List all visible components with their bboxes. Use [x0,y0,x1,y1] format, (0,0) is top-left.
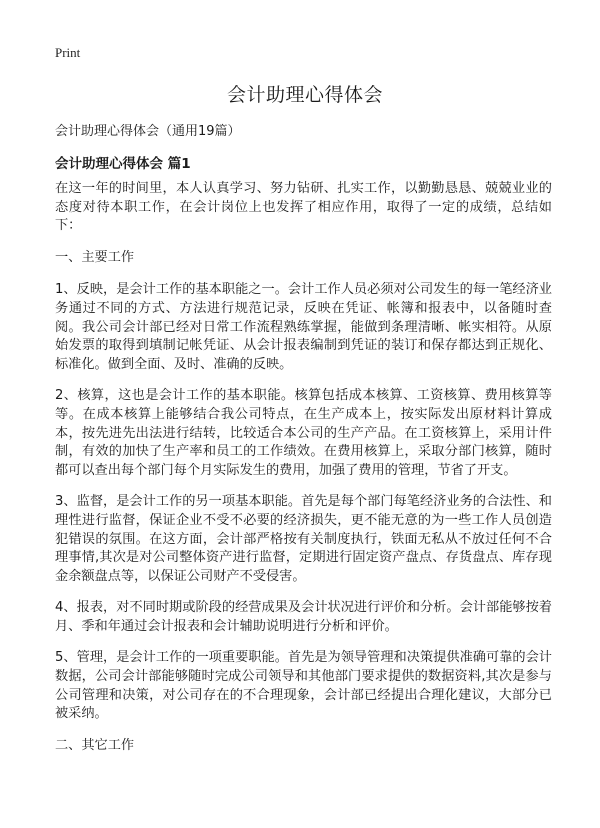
section-title: 会计助理心得体会 篇1 [55,156,191,172]
intro-paragraph: 在这一年的时间里，本人认真学习、努力钻研、扎实工作，以勤勤恳恳、兢兢业业的态度对待本职工作，在会计岗位上也发挥了相应作用，取得了一定的成绩，总结如下： [55,181,552,234]
paragraph-reports: 4、报表，对不同时期或阶段的经营成果及会计状况进行评价和分析。会计部能够按着月、季和年通过会计报表和会计辅助说明进行分析和评价。 [55,600,552,634]
print-link[interactable]: Print [55,45,81,60]
paragraph-manage: 5、管理，是会计工作的一项重要职能。首先是为领导管理和决策提供准确可靠的会计数据，公司会计部能够随时完成公司领导和其他部门要求提供的数据资料,其次是参与公司管理和决策，对公司存在的不合理现象，会计部已经提出合理化建议，大部分已被采纳。 [55,650,552,722]
page-title: 会计助理心得体会 [226,84,383,106]
heading-other-work: 二、其它工作 [55,737,135,753]
document-subtitle: 会计助理心得体会（通用19篇） [55,124,241,139]
paragraph-accounting: 2、核算，这也是会计工作的基本职能。核算包括成本核算、工资核算、费用核算等等。在成本核算上能够结合我公司特点，在生产成本上，按实际发出原材料计算成本，按先进先出法进行结转，比较适合本公司的生产产品。在工资核算上，采用计件制，有效的加快了生产率和员工的工作绩效。在费用核算上，采取分部门核算，随时都可以查出每个部门每个月实际发生的费用，加强了费用的管理，节省了开支。 [55,388,552,478]
document-body [55,180,552,769]
paragraph-supervise: 3、监督，是会计工作的另一项基本职能。首先是每个部门每笔经济业务的合法性、和理性进行监督，保证企业不受不必要的经济损失，更不能无意的为一些工作人员创造犯错误的氛围。在这方面，会计部严格按有关制度执行，铁面无私从不放过任何不合理事情,其次是对公司整体资产进行监督，定期进行固定资产盘点、存货盘点、库存现金余额盘点等，以保证公司财产不受侵害。 [55,494,552,584]
paragraph-reflect: 1、反映，是会计工作的基本职能之一。会计工作人员必须对公司发生的每一笔经济业务通过不同的方式、方法进行规范记录，反映在凭证、帐簿和报表中，以备随时查阅。我公司会计部已经对日常工作流程熟练掌握，能做到条理清晰、帐实相符。从原始发票的取得到填制记帐凭证、从会计报表编制到凭证的装订和保存都达到正规化、标准化。做到全面、及时、准确的反映。 [55,282,552,372]
heading-main-work: 一、主要工作 [55,249,135,265]
